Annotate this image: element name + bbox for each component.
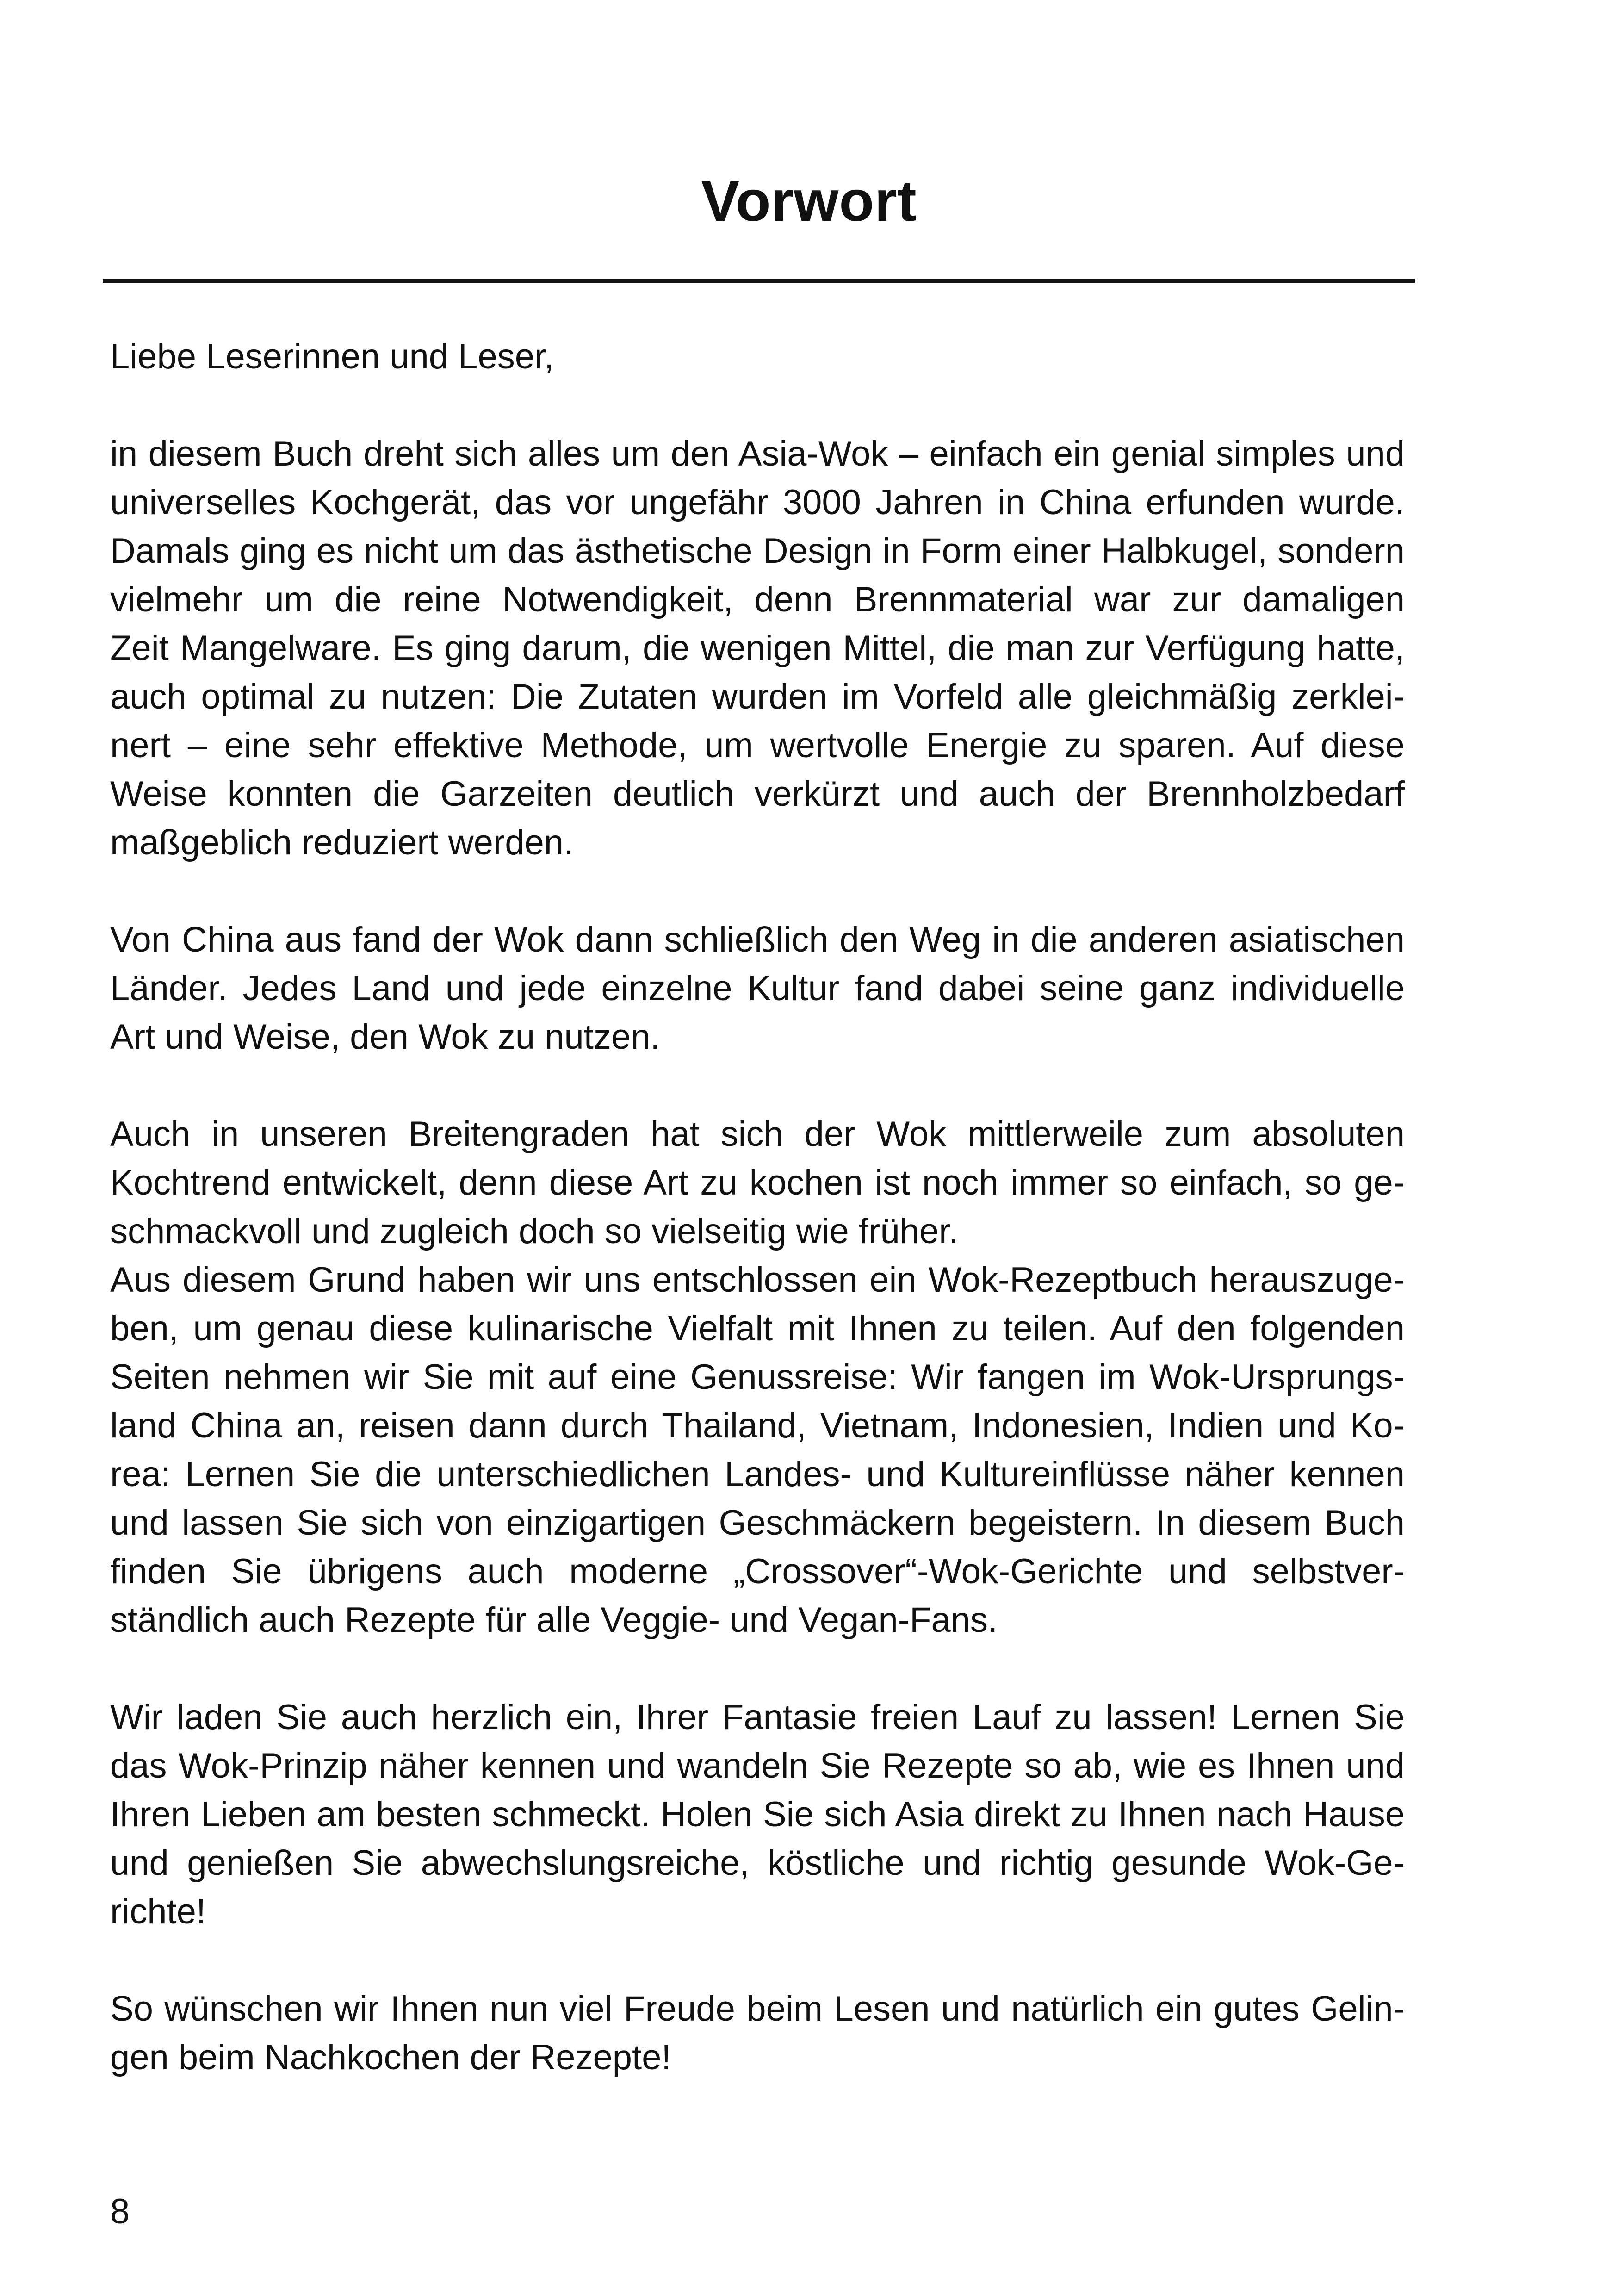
text-line: universelles Kochgerät, das vor ungefähr 3000 Jahren in China erfunden wurde. xyxy=(110,483,1405,522)
paragraph-spacer xyxy=(110,1644,1405,1693)
text-line: gen beim Nachkochen der Rezepte! xyxy=(110,2038,671,2077)
text-line: Auch in unseren Breitengraden hat sich der Wok mittlerweile zum absoluten xyxy=(110,1114,1405,1154)
text-line: Seiten nehmen wir Sie mit auf eine Genussreise: Wir fangen im Wok-Ursprungs- xyxy=(110,1357,1405,1397)
text-line: richte! xyxy=(110,1892,206,1931)
text-line: ben, um genau diese kulinarische Vielfalt mit Ihnen zu teilen. Auf den folgenden xyxy=(110,1309,1405,1348)
text-line: das Wok-Prinzip näher kennen und wandeln Sie Rezepte so ab, wie es Ihnen und xyxy=(110,1746,1405,1786)
paragraph-3 xyxy=(110,1110,1405,1644)
text-line: vielmehr um die reine Notwendigkeit, denn Brennmaterial war zur damaligen xyxy=(110,580,1405,619)
paragraph-1 xyxy=(110,429,1405,867)
text-line: Kochtrend entwickelt, denn diese Art zu kochen ist noch immer so einfach, so ge- xyxy=(110,1163,1405,1202)
title-divider xyxy=(103,279,1415,283)
text-line: Zeit Mangelware. Es ging darum, die wenigen Mittel, die man zur Verfügung hatte, xyxy=(110,628,1405,668)
text-line: Wir laden Sie auch herzlich ein, Ihrer Fantasie freien Lauf zu lassen! Lernen Sie xyxy=(110,1698,1405,1737)
text-line: land China an, reisen dann durch Thailand, Vietnam, Indonesien, Indien und Ko- xyxy=(110,1406,1405,1445)
paragraph-spacer xyxy=(110,1936,1405,1985)
paragraph-spacer xyxy=(110,1061,1405,1110)
text-line: ständlich auch Rezepte für alle Veggie- und Vegan-Fans. xyxy=(110,1600,998,1640)
paragraph-5 xyxy=(110,1985,1405,2082)
text-line: Ihren Lieben am besten schmeckt. Holen Sie sich Asia direkt zu Ihnen nach Hause xyxy=(110,1795,1405,1834)
text-line: und genießen Sie abwechslungsreiche, köstliche und richtig gesunde Wok-Ge- xyxy=(110,1843,1405,1883)
paragraph-4 xyxy=(110,1693,1405,1936)
text-line: nert – eine sehr effektive Methode, um wertvolle Energie zu sparen. Auf diese xyxy=(110,726,1405,765)
text-line: maßgeblich reduziert werden. xyxy=(110,823,574,862)
text-line: auch optimal zu nutzen: Die Zutaten wurden im Vorfeld alle gleichmäßig zerklei- xyxy=(110,677,1405,716)
paragraph-spacer xyxy=(110,381,1405,429)
text-line: schmackvoll und zugleich doch so vielseitig wie früher. xyxy=(110,1212,959,1251)
text-line: Art und Weise, den Wok zu nutzen. xyxy=(110,1017,660,1057)
text-line: Aus diesem Grund haben wir uns entschlossen ein Wok-Rezeptbuch herauszuge- xyxy=(110,1260,1405,1300)
text-line: Von China aus fand der Wok dann schließlich den Weg in die anderen asiatischen xyxy=(110,920,1405,959)
page-title: Vorwort xyxy=(701,169,917,233)
page-number: 8 xyxy=(110,2192,130,2231)
text-line: und lassen Sie sich von einzigartigen Geschmäckern begeistern. In diesem Buch xyxy=(110,1503,1405,1543)
text-line: Länder. Jedes Land und jede einzelne Kultur fand dabei seine ganz individuelle xyxy=(110,969,1405,1008)
body-text xyxy=(110,332,1405,2082)
text-line: rea: Lernen Sie die unterschiedlichen Landes- und Kultureinflüsse näher kennen xyxy=(110,1455,1405,1494)
text-line: So wünschen wir Ihnen nun viel Freude beim Lesen und natürlich ein gutes Gelin- xyxy=(110,1989,1405,2028)
paragraph-spacer xyxy=(110,867,1405,915)
text-line: finden Sie übrigens auch moderne „Crossover“-Wok-Gerichte und selbstver- xyxy=(110,1552,1405,1591)
text-line: in diesem Buch dreht sich alles um den Asia-Wok – einfach ein genial simples und xyxy=(110,434,1405,473)
salutation: Liebe Leserinnen und Leser, xyxy=(110,337,554,376)
text-line: Weise konnten die Garzeiten deutlich verkürzt und auch der Brennholzbedarf xyxy=(110,774,1405,814)
paragraph-2 xyxy=(110,915,1405,1061)
text-line: Damals ging es nicht um das ästhetische Design in Form einer Halbkugel, sondern xyxy=(110,531,1405,571)
